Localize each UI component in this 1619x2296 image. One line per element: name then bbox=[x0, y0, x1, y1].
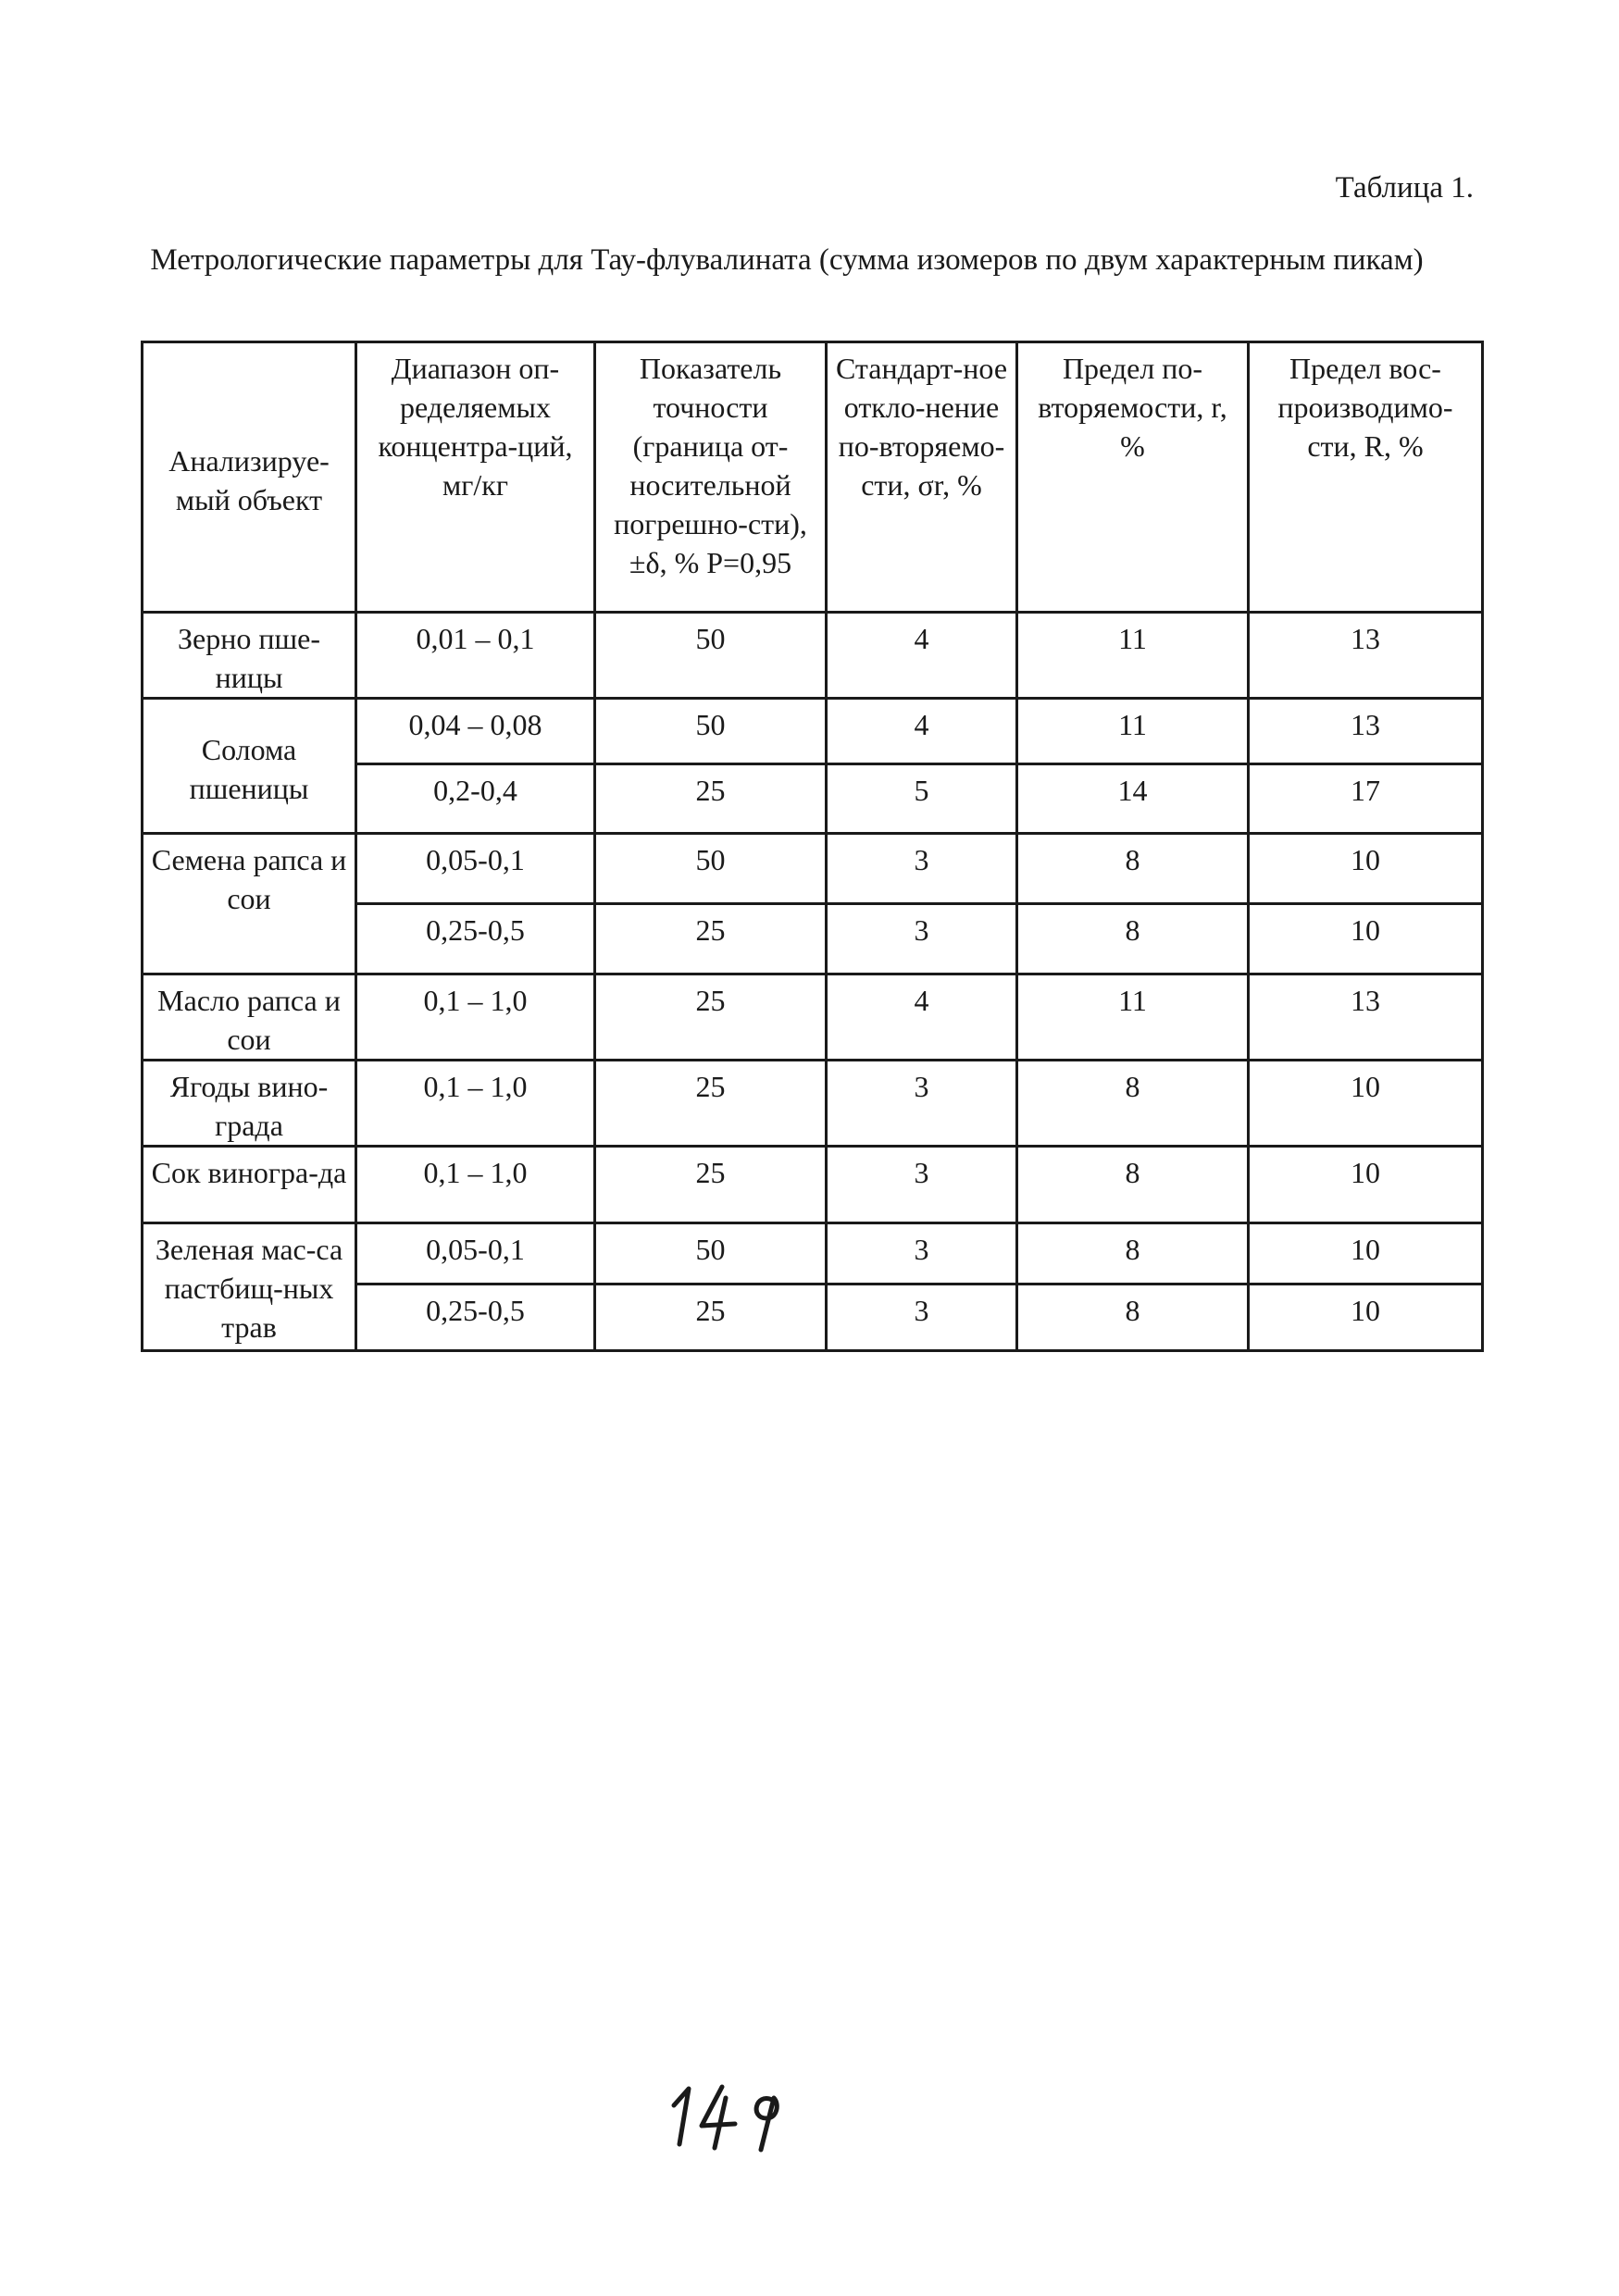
std-deviation-cell: 3 bbox=[827, 1285, 1017, 1351]
repeatability-cell: 11 bbox=[1017, 699, 1249, 764]
accuracy-cell: 25 bbox=[595, 974, 827, 1061]
reproducibility-cell: 10 bbox=[1249, 1147, 1483, 1223]
object-cell: Зеленая мас-са пастбищ-ных трав bbox=[143, 1223, 356, 1351]
table-row bbox=[143, 1061, 1483, 1147]
std-deviation-cell: 3 bbox=[827, 1223, 1017, 1285]
range-cell: 0,1 – 1,0 bbox=[356, 974, 595, 1061]
std-deviation-cell: 3 bbox=[827, 1147, 1017, 1223]
range-cell: 0,1 – 1,0 bbox=[356, 1061, 595, 1147]
reproducibility-cell: 13 bbox=[1249, 699, 1483, 764]
repeatability-cell: 8 bbox=[1017, 834, 1249, 904]
reproducibility-cell: 10 bbox=[1249, 904, 1483, 974]
accuracy-cell: 25 bbox=[595, 1061, 827, 1147]
reproducibility-cell: 13 bbox=[1249, 613, 1483, 699]
table-row bbox=[143, 974, 1483, 1061]
repeatability-cell: 8 bbox=[1017, 904, 1249, 974]
handwritten-page-number bbox=[657, 2078, 805, 2161]
range-cell: 0,04 – 0,08 bbox=[356, 699, 595, 764]
reproducibility-cell: 10 bbox=[1249, 834, 1483, 904]
table-header-row bbox=[143, 342, 1483, 613]
object-cell: Солома пшеницы bbox=[143, 699, 356, 834]
object-cell: Сок виногра-да bbox=[143, 1147, 356, 1223]
accuracy-cell: 25 bbox=[595, 904, 827, 974]
accuracy-cell: 50 bbox=[595, 699, 827, 764]
reproducibility-cell: 17 bbox=[1249, 764, 1483, 834]
accuracy-cell: 25 bbox=[595, 764, 827, 834]
std-deviation-cell: 3 bbox=[827, 904, 1017, 974]
table-row bbox=[143, 834, 1483, 904]
std-deviation-cell: 3 bbox=[827, 834, 1017, 904]
repeatability-cell: 14 bbox=[1017, 764, 1249, 834]
std-deviation-cell: 5 bbox=[827, 764, 1017, 834]
reproducibility-cell: 10 bbox=[1249, 1223, 1483, 1285]
table-caption: Таблица 1. bbox=[1335, 171, 1474, 205]
table-row bbox=[143, 699, 1483, 764]
std-deviation-cell: 4 bbox=[827, 613, 1017, 699]
accuracy-cell: 25 bbox=[595, 1285, 827, 1351]
object-cell: Ягоды вино-града bbox=[143, 1061, 356, 1147]
table-title: Метрологические параметры для Тау-флувалината (сумма изомеров по двум характерным пикам) bbox=[150, 243, 1424, 277]
range-cell: 0,05-0,1 bbox=[356, 1223, 595, 1285]
std-deviation-cell: 4 bbox=[827, 699, 1017, 764]
header-reproducibility-limit: Предел вос-производимо-сти, R, % bbox=[1249, 342, 1483, 613]
table-row bbox=[143, 1147, 1483, 1223]
range-cell: 0,1 – 1,0 bbox=[356, 1147, 595, 1223]
accuracy-cell: 50 bbox=[595, 613, 827, 699]
range-cell: 0,01 – 0,1 bbox=[356, 613, 595, 699]
header-std-deviation: Стандарт-ное откло-нение по-вторяемо-сти, σr, % bbox=[827, 342, 1017, 613]
reproducibility-cell: 10 bbox=[1249, 1285, 1483, 1351]
metrology-table bbox=[141, 341, 1484, 1352]
header-repeatability-limit: Предел по-вторяемости, r, % bbox=[1017, 342, 1249, 613]
object-cell: Зерно пше-ницы bbox=[143, 613, 356, 699]
table-row bbox=[143, 613, 1483, 699]
repeatability-cell: 8 bbox=[1017, 1223, 1249, 1285]
object-cell: Масло рапса и сои bbox=[143, 974, 356, 1061]
range-cell: 0,25-0,5 bbox=[356, 904, 595, 974]
repeatability-cell: 8 bbox=[1017, 1061, 1249, 1147]
repeatability-cell: 11 bbox=[1017, 613, 1249, 699]
std-deviation-cell: 3 bbox=[827, 1061, 1017, 1147]
reproducibility-cell: 13 bbox=[1249, 974, 1483, 1061]
repeatability-cell: 8 bbox=[1017, 1147, 1249, 1223]
header-accuracy: Показатель точности (граница от-носительной погрешно-сти), ±δ, % P=0,95 bbox=[595, 342, 827, 613]
accuracy-cell: 50 bbox=[595, 1223, 827, 1285]
accuracy-cell: 50 bbox=[595, 834, 827, 904]
object-cell: Семена рапса и сои bbox=[143, 834, 356, 974]
range-cell: 0,05-0,1 bbox=[356, 834, 595, 904]
range-cell: 0,2-0,4 bbox=[356, 764, 595, 834]
header-range: Диапазон оп-ределяемых концентра-ций, мг/кг bbox=[356, 342, 595, 613]
reproducibility-cell: 10 bbox=[1249, 1061, 1483, 1147]
range-cell: 0,25-0,5 bbox=[356, 1285, 595, 1351]
repeatability-cell: 8 bbox=[1017, 1285, 1249, 1351]
accuracy-cell: 25 bbox=[595, 1147, 827, 1223]
header-object: Анализируе-мый объект bbox=[143, 342, 356, 613]
table-row bbox=[143, 1223, 1483, 1285]
repeatability-cell: 11 bbox=[1017, 974, 1249, 1061]
std-deviation-cell: 4 bbox=[827, 974, 1017, 1061]
